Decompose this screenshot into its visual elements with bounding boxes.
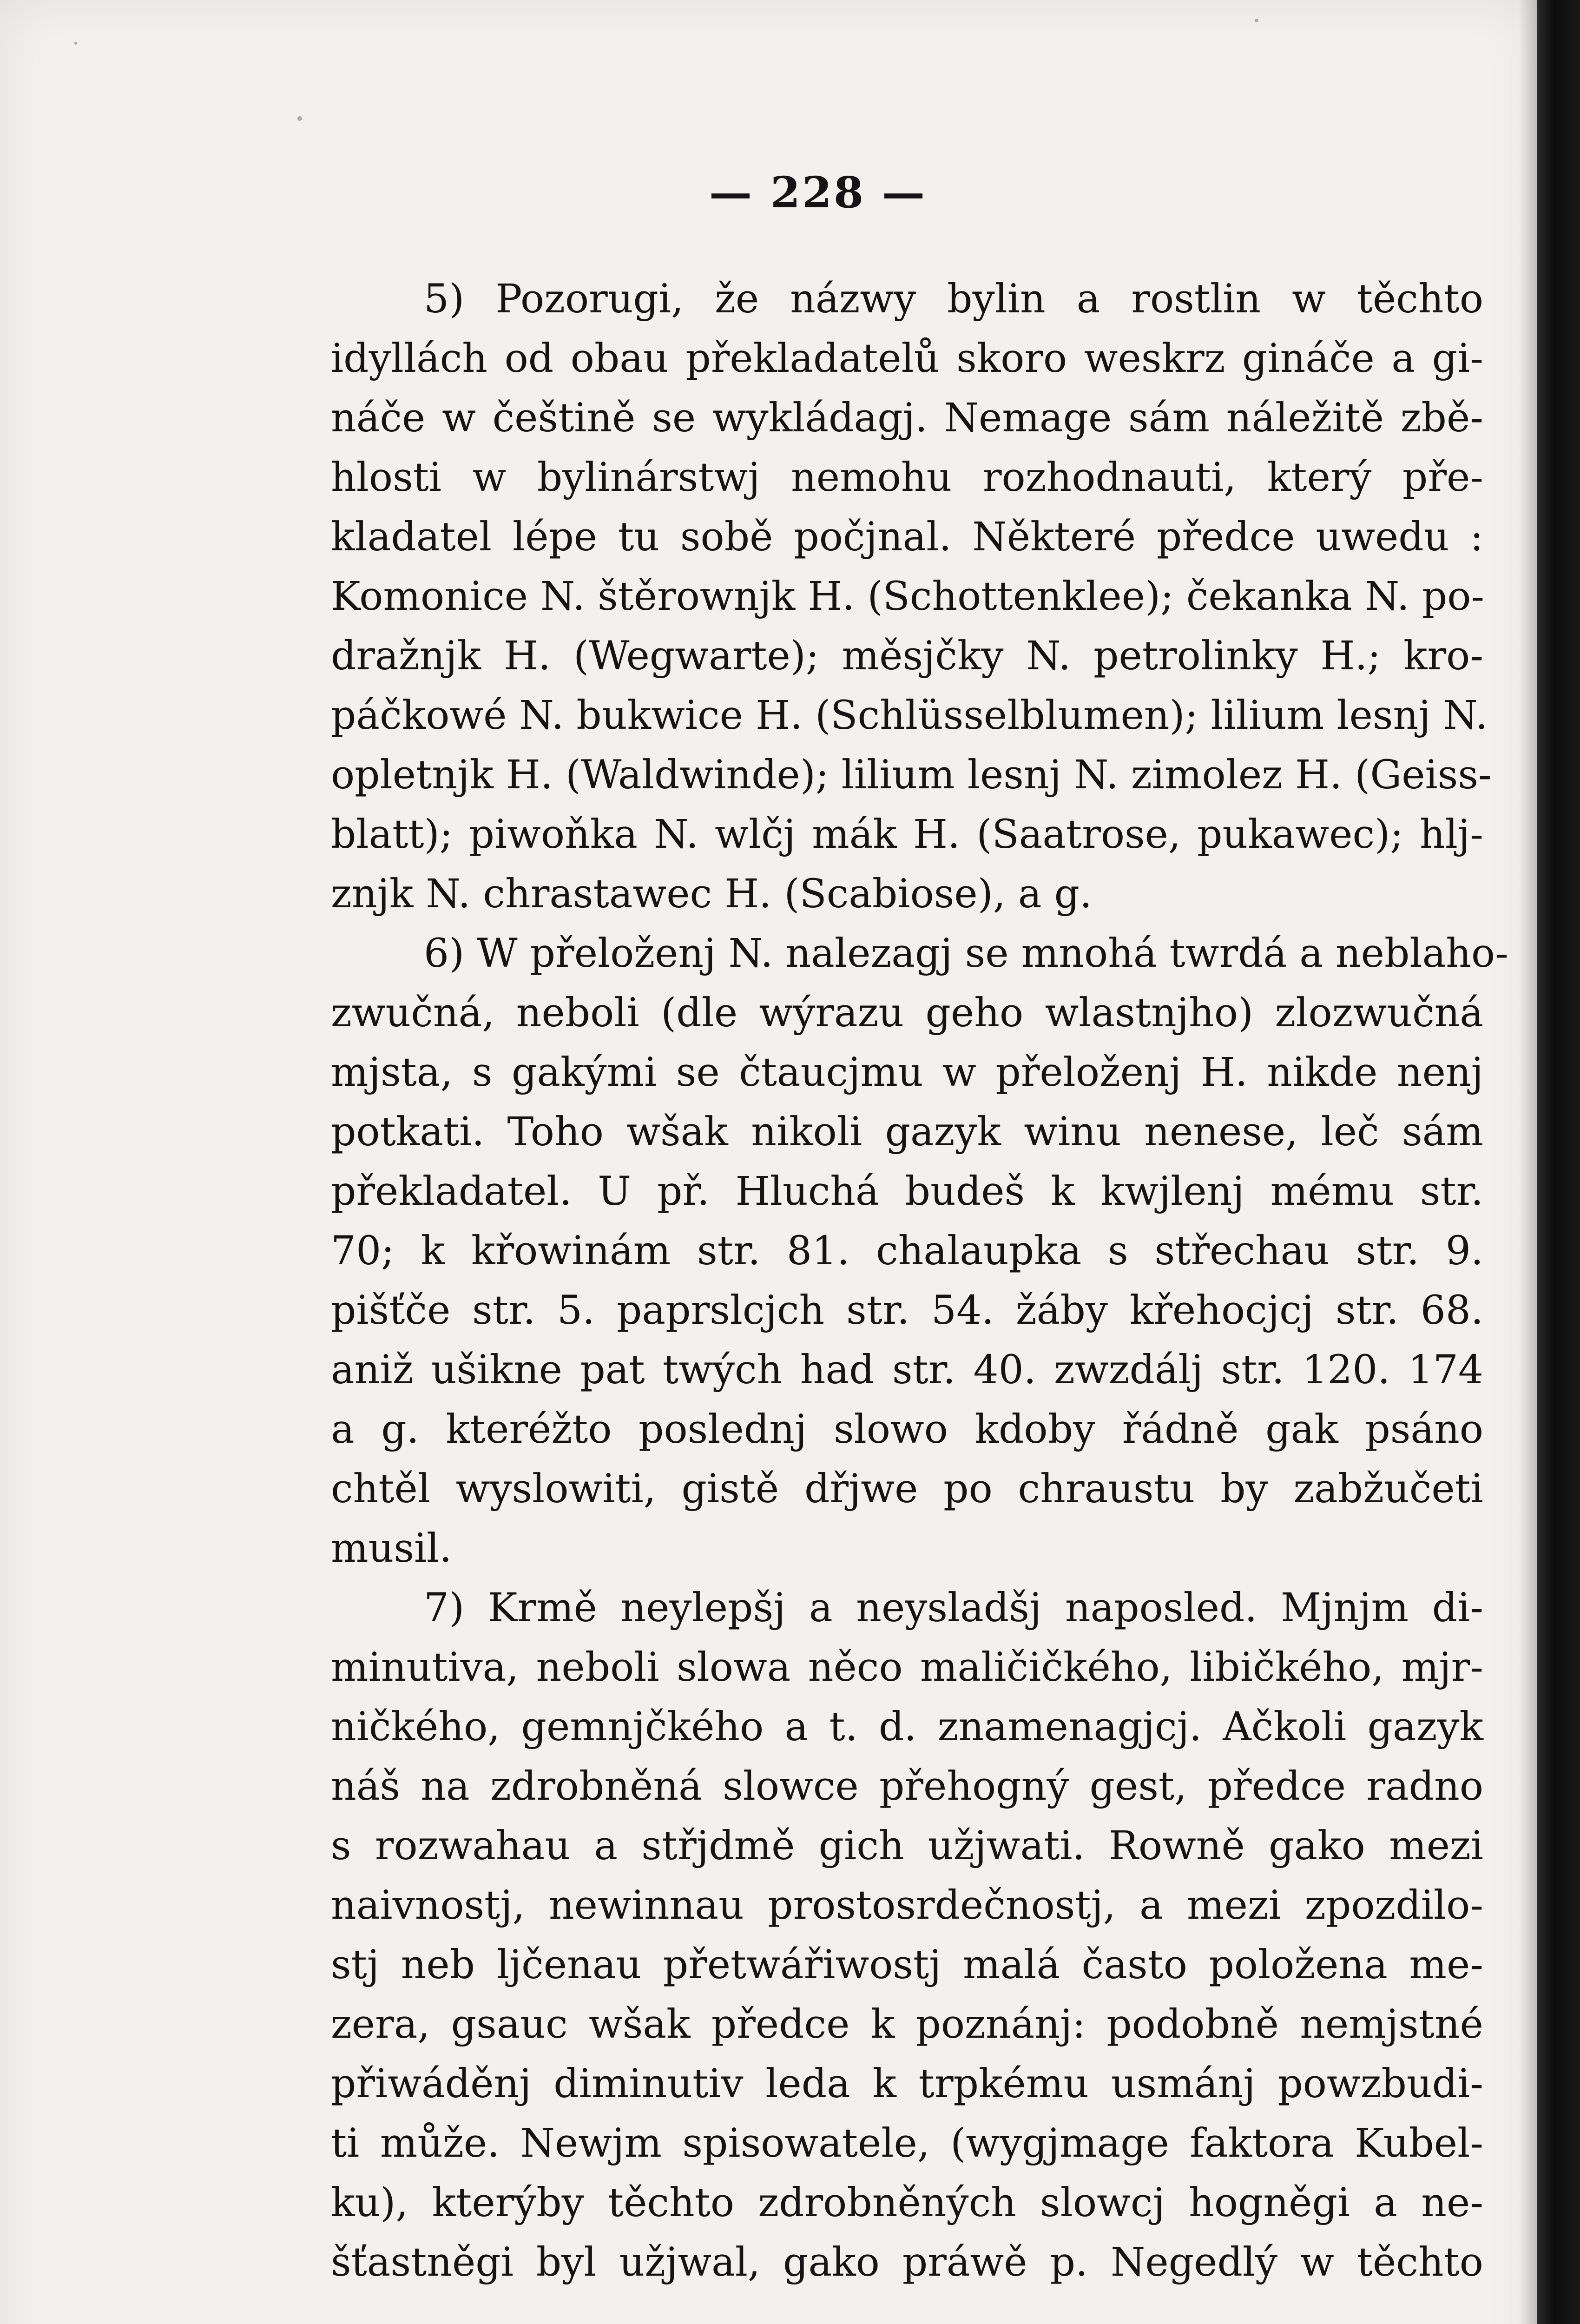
- text-line: dražnjk H. (Wegwarte); měsjčky N. petrolinky H.; kro-: [331, 633, 1483, 679]
- text-line: musil.: [331, 1525, 452, 1571]
- binding-shadow: [1519, 0, 1537, 2324]
- text-line: náče w češtině se wykládagj. Nemage sám náležitě zbě-: [331, 395, 1483, 441]
- text-line: minutiva, neboli slowa něco maličičkého, libičkého, mjr-: [331, 1644, 1483, 1690]
- text-line: opletnjk H. (Waldwinde); lilium lesnj N. zimolez H. (Geiss-: [331, 752, 1492, 798]
- text-line: zwučná, neboli (dle wýrazu geho wlastnjho) zlozwučná: [331, 990, 1483, 1036]
- text-line: náš na zdrobněná slowce přehogný gest, předce radno: [331, 1763, 1483, 1809]
- text-line: překladatel. U př. Hluchá budeš k kwjlenj mému str.: [331, 1169, 1483, 1215]
- page-number: — 228 —: [709, 167, 927, 218]
- text-line: kladatel lépe tu sobě počjnal. Některé předce uwedu :: [331, 514, 1483, 560]
- text-line: páčkowé N. bukwice H. (Schlüsselblumen); lilium lesnj N.: [331, 693, 1488, 739]
- text-line: ku), kterýby těchto zdrobněných slowcj hogněgi a ne-: [331, 2180, 1483, 2226]
- text-line: 70; k křowinám str. 81. chalaupka s střechau str. 9.: [331, 1228, 1483, 1274]
- text-line: ničkého, gemnjčkého a t. d. znamenagjcj. Ačkoli gazyk: [331, 1704, 1483, 1750]
- text-line: 7) Krmě neylepšj a neysladšj naposled. Mjnjm di-: [424, 1585, 1483, 1631]
- text-line: stj neb ljčenau přetwářiwostj malá často položena me-: [331, 1942, 1483, 1988]
- text-line: aniž ušikne pat twých had str. 40. zwzdálj str. 120. 174: [331, 1347, 1483, 1393]
- scan-edge: [1537, 0, 1580, 2324]
- text-line: chtěl wyslowiti, gistě dřjwe po chraustu by zabžučeti: [331, 1466, 1483, 1512]
- text-line: 6) W přeloženj N. nalezagj se mnohá twrdá a neblaho-: [424, 931, 1508, 977]
- text-line: zera, gsauc wšak předce k poznánj: podobně nemjstné: [331, 2001, 1483, 2047]
- text-line: šťastněgi byl užjwal, gako práwě p. Negedlý w těchto: [331, 2239, 1483, 2285]
- text-line: s rozwahau a střjdmě gich užjwati. Rowně gako mezi: [331, 1823, 1483, 1869]
- text-line: znjk N. chrastawec H. (Scabiose), a g.: [331, 871, 1093, 917]
- text-line: pišťče str. 5. paprslcjch str. 54. žáby křehocjcj str. 68.: [331, 1287, 1483, 1334]
- text-line: přiwáděnj diminutiv leda k trpkému usmánj powzbudi-: [331, 2061, 1483, 2107]
- text-line: hlosti w bylinárstwj nemohu rozhodnauti, který pře-: [331, 455, 1483, 501]
- text-line: idyllách od obau překladatelů skoro weskrz gináče a gi-: [331, 336, 1483, 382]
- paper-speck: [1255, 19, 1258, 22]
- text-line: naivnostj, newinnau prostosrdečnostj, a mezi zpozdilo-: [331, 1882, 1483, 1928]
- text-line: 5) Pozorugi, že názwy bylin a rostlin w těchto: [424, 276, 1483, 322]
- text-line: potkati. Toho wšak nikoli gazyk winu nenese, leč sám: [331, 1109, 1483, 1155]
- text-line: blatt); piwoňka N. wlčj mák H. (Saatrose, pukawec); hlj-: [331, 812, 1483, 858]
- text-line: mjsta, s gakými se čtaucjmu w přeloženj H. nikde nenj: [331, 1050, 1483, 1096]
- page-body: [331, 270, 1508, 2292]
- text-line: ti může. Newjm spisowatele, (wygjmage faktora Kubel-: [331, 2120, 1483, 2166]
- text-line: a g. kteréžto poslednj slowo kdoby řádně gak psáno: [331, 1406, 1483, 1452]
- paper-speck: [297, 116, 302, 121]
- paper-speck: [74, 42, 77, 45]
- text-line: Komonice N. štěrownjk H. (Schottenklee); čekanka N. po-: [331, 574, 1485, 620]
